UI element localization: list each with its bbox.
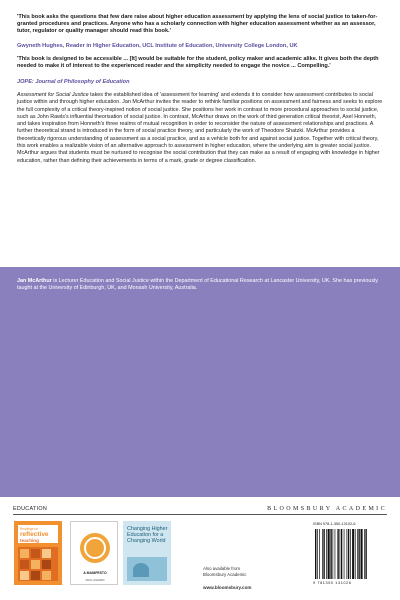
barcode-bar <box>344 529 345 579</box>
cover-title: A MANIFESTO <box>83 571 107 575</box>
cover-photo-tile <box>31 560 40 569</box>
cover-photo-tile <box>42 549 51 558</box>
cover-photo-grid <box>18 547 58 581</box>
cover-ring-graphic <box>84 537 106 559</box>
also-available-note <box>203 566 246 577</box>
barcode-bar <box>333 529 334 579</box>
cover-title-line-1: Readings for <box>20 527 39 531</box>
related-book-cover-changing-higher-education <box>123 521 171 585</box>
cover-photo-tile <box>42 560 51 569</box>
barcode-bar <box>341 529 342 579</box>
barcode-bar <box>364 529 365 579</box>
cover-photo-tile <box>31 549 40 558</box>
barcode-bar <box>335 529 336 579</box>
cover-photo-tile <box>42 571 51 580</box>
barcode-bar <box>355 529 356 579</box>
cover-image-detail <box>133 563 149 577</box>
related-book-cover-manifesto <box>70 521 118 585</box>
endorsement-attribution-2: JOPE: Journal of Philosophy of Education <box>17 79 130 85</box>
endorsement-quote-2: 'This book is designed to be accessible ... [It] would be suitable for the student, policy maker and academic alike. It gives both the depth needed to make it of interest to the experienced reader and the simplicity needed to engage the novice ... Compelling.' <box>17 56 379 70</box>
barcode-bar <box>365 529 366 579</box>
category-label: EDUCATION <box>13 506 48 512</box>
author-bio-panel <box>0 267 400 497</box>
endorsement-quote-1: 'This book asks the questions that few dare raise about higher education assessment by applying the lens of social justice to taken-for-granted procedures and practices. Anyone who has a scholarly connection with higher education assessment whether as an assessor, tutor, regulator or quality manager should read this book.' <box>17 14 378 35</box>
book-description-body: takes the established idea of 'assessment for learning' and extends it to consider how assessment contributes to social justice within and through higher education. Jan McArthur invites the reader to rethink familiar positions on assessment and fairness and seeks to explore the full complexity of a critical theory-inspired notion of social justice. She positions her work in contrast to more procedural approaches to social justice, such as John Rawls's influential theorisation of social justice. In contrast, McArthur draws on the work of third generation critical theorist, Axel Honneth, and takes inspiration from Honneth's three realms of mutual recognition in order to reconsider the nature of assessment relationships and practices. A further theoretical strand is introduced in the form of social practice theory, and particularly the work of Theodore Shatzki. McArthur provides a theoretically rigorous understanding of assessment as a social practice, and as a vehicle both for and against social justice. Together with critical theory, this work enables a realizable vision of an alternative approach to assessment in higher education, where the underlying aim is greater social justice. McArthur argues that students must be nurtured to recognise the social contribution that they can make as a result of engaging with knowledge in higher education, rather than defining their achievements in terms of a mark, grade or degree classification. <box>17 92 383 164</box>
related-book-cover-reflective-teaching <box>14 521 62 585</box>
barcode-bar <box>323 529 324 579</box>
barcode-bar <box>322 529 323 579</box>
cover-author: PAUL ASHWIN <box>85 578 105 582</box>
author-bio <box>17 278 383 292</box>
author-name: Jan McArthur <box>17 278 52 284</box>
barcode-bar <box>328 529 330 579</box>
barcode <box>313 529 387 589</box>
barcode-bar <box>358 529 359 579</box>
barcode-bar <box>330 529 331 579</box>
barcode-bar <box>319 529 320 579</box>
publisher-website: www.bloomsbury.com <box>203 585 252 590</box>
isbn-label: ISBN 978-1-350-13102-6 <box>313 522 356 526</box>
endorsement-attribution-1: Gwyneth Hughes, Reader in Higher Education, UCL Institute of Education, University College London, UK <box>17 43 298 49</box>
barcode-bar <box>357 529 358 579</box>
barcode-bars <box>313 529 387 581</box>
publisher-name: BLOOMSBURY ACADEMIC <box>267 506 387 512</box>
cover-title-line-2: reflective <box>20 531 49 538</box>
cover-photo-tile <box>31 571 40 580</box>
barcode-bar <box>361 529 363 579</box>
barcode-bar <box>315 529 316 579</box>
barcode-bar <box>348 529 349 579</box>
barcode-bar <box>326 529 327 579</box>
barcode-bar <box>317 529 318 579</box>
cover-photo-tile <box>20 560 29 569</box>
cover-title-line-3: teaching <box>20 538 39 543</box>
barcode-bar <box>350 529 351 579</box>
also-available-line-1: Also available from <box>203 566 241 571</box>
barcode-bar <box>352 529 354 579</box>
barcode-bar <box>340 529 341 579</box>
cover-photo-tile <box>20 571 29 580</box>
author-bio-text: is Lecturer Education and Social Justice within the Department of Educational Research at Lancaster University, UK. She has previously taught at the University of Edinburgh, UK, and Monash University, Australia. <box>17 278 378 292</box>
barcode-bar <box>337 529 338 579</box>
cover-title: Changing Higher Education for a Changing World <box>127 526 168 545</box>
cover-photo-tile <box>20 549 29 558</box>
book-description <box>17 92 384 165</box>
barcode-digits: 9 781350 131026 <box>313 581 352 585</box>
also-available-line-2: Bloomsbury Academic <box>203 571 247 577</box>
book-title-italic: Assessment for Social Justice <box>17 92 89 98</box>
barcode-bar <box>347 529 348 579</box>
